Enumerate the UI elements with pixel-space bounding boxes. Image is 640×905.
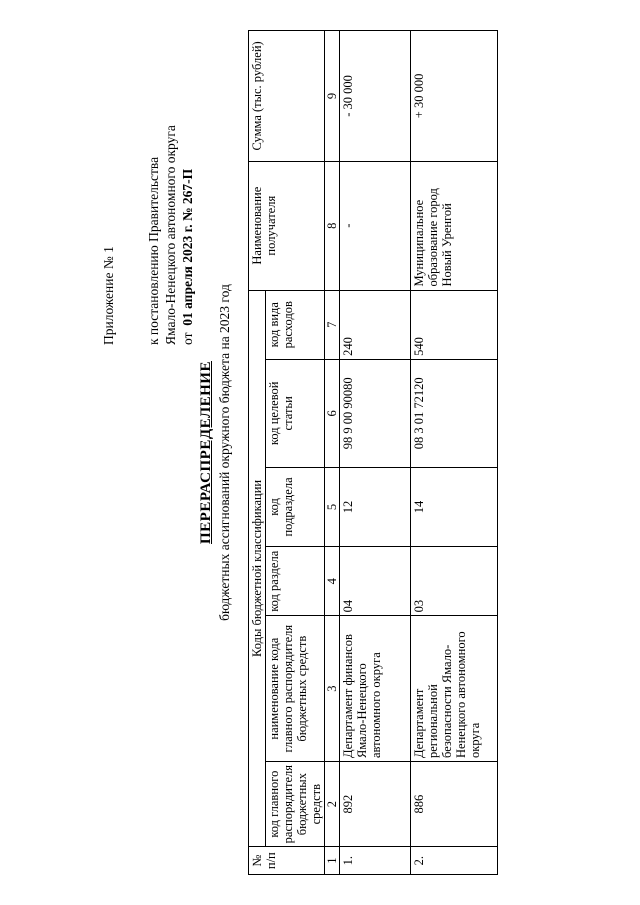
header-section: код раздела: [266, 547, 325, 616]
row-subsection: 14: [411, 467, 498, 546]
row-section: 04: [340, 547, 411, 616]
row-grbs-code: 892: [340, 762, 411, 847]
row-subsection: 12: [340, 467, 411, 546]
date-number: 01 апреля 2023 г. № 267-П: [180, 168, 195, 326]
header-grbs-name: наименование кода главного распорядителя бюджетных средств: [266, 616, 325, 762]
row-grbs-code: 886: [411, 762, 498, 847]
header-codes-group: Коды бюджетной классификации: [249, 290, 266, 847]
table-row: [340, 31, 411, 875]
header-grbs-code: код главного распорядителя бюджетных средств: [266, 762, 325, 847]
col-number: 6: [325, 359, 340, 467]
col-number: 2: [325, 762, 340, 847]
row-grbs-name: Департамент финансов Ямало-Ненецкого автономного округа: [340, 616, 411, 762]
row-recipient: Муниципальное образование город Новый Уренгой: [411, 161, 498, 290]
column-numbers-row: [325, 31, 340, 875]
col-number: 7: [325, 290, 340, 359]
document-header: [100, 25, 196, 345]
row-expense: 540: [411, 290, 498, 359]
row-sum: + 30 000: [411, 31, 498, 162]
table-row: [411, 31, 498, 875]
col-number: 3: [325, 616, 340, 762]
col-number: 4: [325, 547, 340, 616]
header-row-1: [249, 31, 266, 875]
header-recipient: Наименование получателя: [249, 161, 325, 290]
date-prefix: от: [180, 332, 195, 345]
row-grbs-name: Департамент региональной безопасности Ямало-Ненецкого автономного округа: [411, 616, 498, 762]
header-target: код целевой статьи: [266, 359, 325, 467]
decree-line-2: Ямало-Ненецкого автономного округа: [163, 125, 178, 345]
row-target: 98 9 00 90080: [340, 359, 411, 467]
decree-date: [179, 25, 196, 345]
row-expense: 240: [340, 290, 411, 359]
col-number: 8: [325, 161, 340, 290]
document-title: ПЕРЕРАСПРЕДЕЛЕНИЕ: [198, 361, 214, 544]
row-sum: - 30 000: [340, 31, 411, 162]
row-num: 2.: [411, 847, 498, 875]
header-subsection: код подраздела: [266, 467, 325, 546]
col-number: 9: [325, 31, 340, 162]
row-num: 1.: [340, 847, 411, 875]
header-sum: Сумма (тыс. рублей): [249, 31, 325, 162]
row-target: 08 3 01 72120: [411, 359, 498, 467]
row-section: 03: [411, 547, 498, 616]
document-subtitle: бюджетных ассигнований окружного бюджета на 2023 год: [217, 284, 232, 621]
redistribution-table: [248, 30, 498, 875]
header-num: № п/п: [249, 847, 325, 875]
decree-line-1: к постановлению Правительства: [146, 156, 161, 345]
col-number: 1: [325, 847, 340, 875]
row-recipient: -: [340, 161, 411, 290]
header-expense: код вида расходов: [266, 290, 325, 359]
appendix-label: Приложение № 1: [101, 246, 116, 345]
col-number: 5: [325, 467, 340, 546]
